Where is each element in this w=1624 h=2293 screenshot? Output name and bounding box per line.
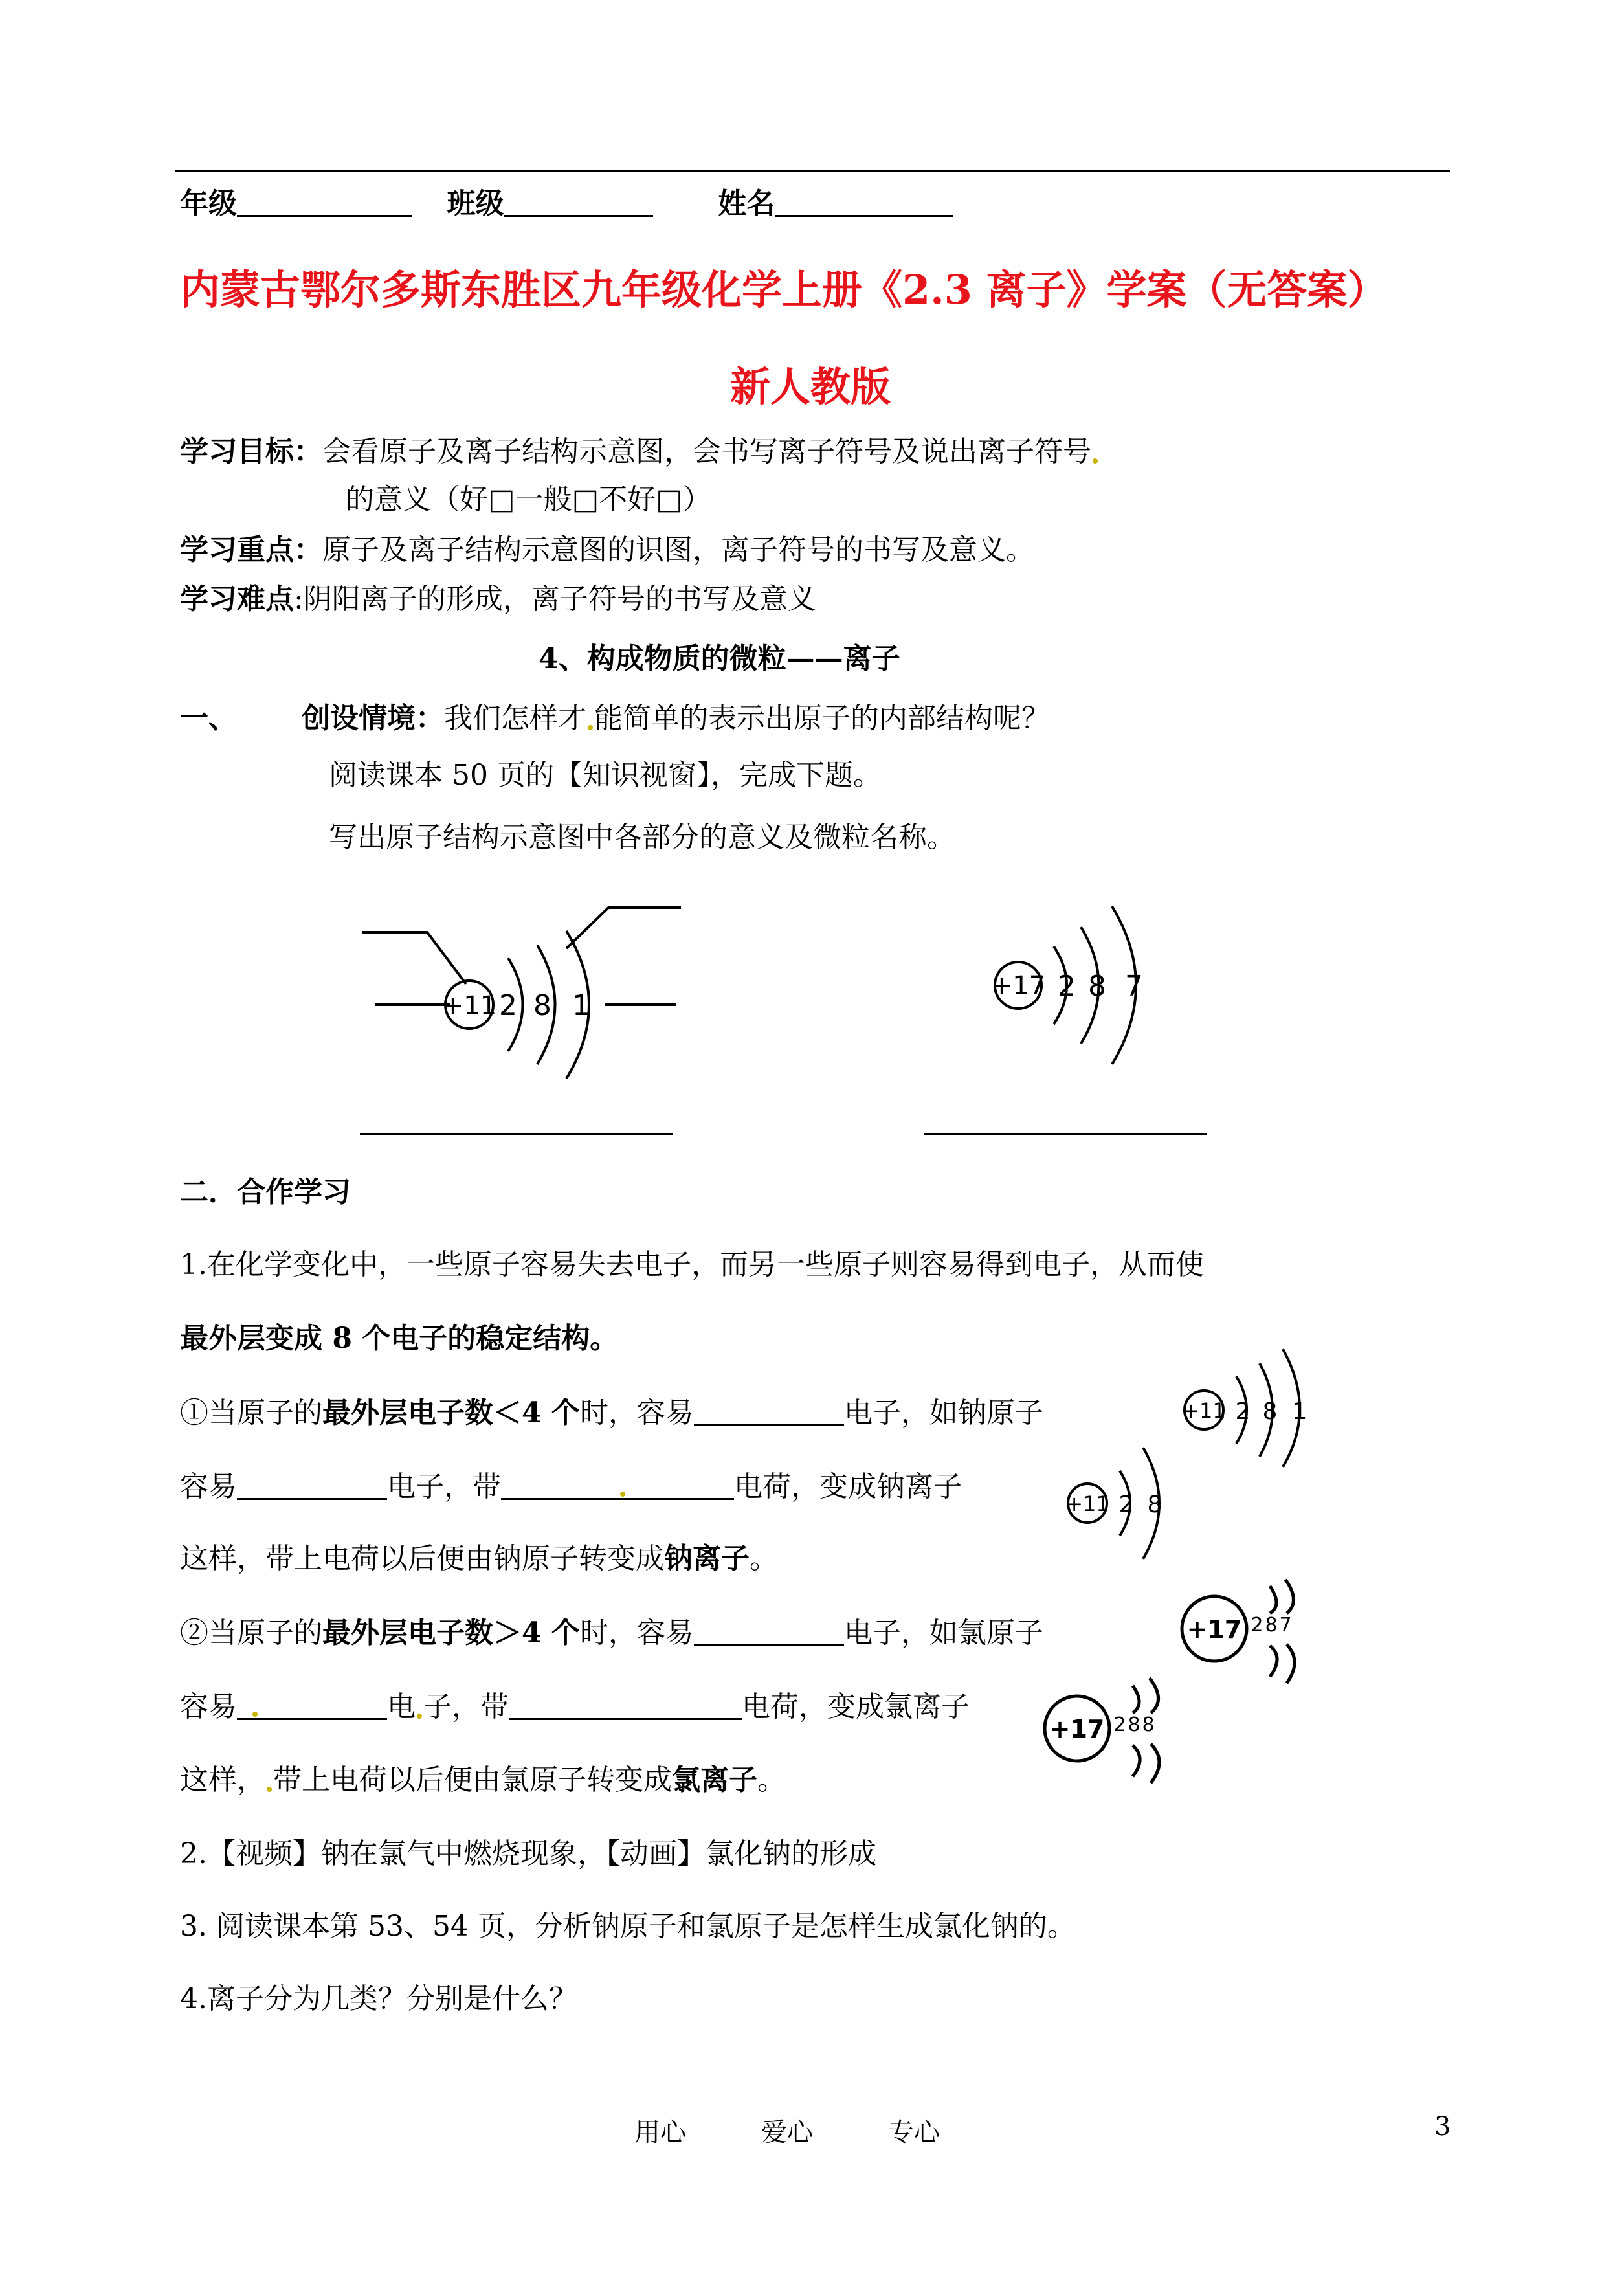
case2-post: 电子，如氯原子 [843,1616,1043,1650]
case1-line2 [180,1472,962,1501]
difficulty-label: 学习难点 [180,583,294,616]
goal-line [180,435,1099,468]
header-rule [175,170,1450,172]
part1-label: 创设情境： [302,702,444,735]
section-title: 4、构成物质的微粒——离子 [539,642,900,675]
shell-count-1: 2 [499,989,517,1022]
case1-mid: 时，容易 [579,1396,694,1429]
case1-line3 [180,1542,778,1575]
sodium-atom-small [1173,1340,1315,1470]
shell-count-2: 8 [1265,1614,1278,1637]
case1-l3-a: 这样，带上电荷以后便由钠原子转变成 [180,1542,664,1575]
grade-label: 年级 [180,187,237,220]
footer-motto-2: 爱心 [761,2118,813,2147]
shell-arc-2 [1150,1678,1159,1713]
case1-blank-1[interactable] [694,1398,844,1426]
case2-bold: 最外层电子数＞4 个 [322,1616,580,1650]
shell-arc-4 [1287,1644,1295,1683]
case1-blank-2[interactable] [237,1472,387,1500]
case1-l2-a: 容易 [180,1470,237,1503]
case1-line1 [180,1398,1043,1427]
shell-count-3: 7 [1125,970,1143,1003]
case2-line1 [180,1618,1043,1648]
case2-line2 [180,1692,970,1721]
case2-l2-c: 电荷，变成氯离子 [742,1690,970,1723]
marker-dot [252,1712,258,1717]
shell-count-2: 8 [1128,1714,1140,1736]
goal-line-2: 的意义（好□一般□不好□） [346,483,711,516]
shell-count-1: 2 [1251,1614,1263,1637]
sodium-atom-diagram [350,887,686,1101]
q1-line1: 1.在化学变化中，一些原子容易失去电子，而另一些原子则容易得到电子，从而使 [180,1248,1204,1281]
nucleus-charge: +17 [1049,1715,1105,1743]
case2-l2-b2: 子，带 [423,1690,509,1723]
case2-l3-a2: 带上电荷以后便由氯原子转变成 [273,1763,672,1796]
case1-l3-c: 。 [750,1542,778,1575]
part1-text-a: 我们怎样才 [444,702,586,735]
part1-read: 阅读课本 50 页的【知识视窗】，完成下题。 [329,759,882,792]
shell-count-1: 2 [1118,1492,1134,1518]
case1-blank-3[interactable] [501,1472,734,1500]
shell-count-2: 8 [533,989,551,1022]
chloride-ion-small [1036,1664,1178,1787]
q1-line2: 最外层变成 8 个电子的稳定结构。 [180,1322,619,1355]
case2-blank-1[interactable] [694,1618,844,1646]
shell-count-3: 7 [1279,1614,1292,1637]
shell-arc-3 [1270,1646,1277,1677]
footer-motto-3: 专心 [888,2118,940,2147]
goal-text: 会看原子及离子结构示意图，会书写离子符号及说出离子符号 [322,435,1091,468]
page-title: 内蒙古鄂尔多斯东胜区九年级化学上册《2.3 离子》学案（无答案） [180,266,1388,313]
footer-motto-1: 用心 [634,2118,686,2147]
nucleus-charge: +17 [990,971,1046,1001]
question-3: 3. 阅读课本第 53、54 页，分析钠原子和氯原子是怎样生成氯化钠的。 [180,1910,1076,1943]
shell-count-3: 8 [1142,1714,1155,1736]
nucleus-charge: +11 [441,991,497,1021]
goal-label: 学习目标： [180,435,322,468]
name-label: 姓名 [718,187,775,220]
case1-l2-c: 电荷，变成钠离子 [734,1470,962,1503]
header-line [180,189,953,218]
answer-line-2[interactable] [924,1133,1207,1135]
case2-mid: 时，容易 [579,1616,694,1650]
question-4: 4.离子分为几类？分别是什么？ [180,1982,577,2015]
case2-l3-a: 这样， [180,1763,265,1796]
grade-field[interactable] [237,189,412,217]
shell-arc-2 [1285,1580,1294,1613]
focus-line [180,533,1034,566]
case1-pre: ①当原子的 [180,1396,322,1429]
case2-l3-c: 。 [757,1763,786,1796]
chlorine-atom-diagram [977,887,1172,1081]
marker-dot [267,1787,272,1792]
shell-arc-1 [1133,1686,1139,1713]
case2-l2-b: 电 [387,1690,416,1723]
class-label: 班级 [447,187,504,220]
shell-count-1: 2 [1058,970,1076,1003]
case2-pre: ②当原子的 [180,1616,322,1650]
class-field[interactable] [504,189,653,217]
shell-count-2: 8 [1088,970,1106,1003]
case1-bold: 最外层电子数＜4 个 [322,1396,580,1429]
marker-dot [620,1492,625,1497]
shell-count-3: 1 [572,989,590,1022]
focus-label: 学习重点： [180,533,322,566]
marker-dot [588,725,593,730]
part1-number: 一、 [180,702,237,735]
marker-dot [417,1714,422,1719]
label-line-top [362,932,466,984]
difficulty-text: :阴阳离子的形成，离子符号的书写及意义 [294,583,816,616]
nucleus-charge: +11 [1065,1492,1109,1516]
shell-count-3: 1 [1292,1398,1307,1425]
difficulty-line [180,585,816,614]
shell-count-1: 2 [1113,1714,1126,1736]
case2-l3-b: 氯离子 [672,1763,757,1796]
page-subtitle: 新人教版 [730,363,891,410]
part1-write: 写出原子结构示意图中各部分的意义及微粒名称。 [329,821,955,854]
case2-blank-3[interactable] [509,1692,742,1720]
part2-title: 二．合作学习 [180,1176,351,1209]
shell-arc-1 [1270,1586,1276,1613]
case1-l3-b: 钠离子 [664,1542,750,1575]
case1-l2-b: 电子，带 [387,1470,501,1503]
marker-dot [1093,458,1098,464]
focus-text: 原子及离子结构示意图的识图，离子符号的书写及意义。 [322,533,1034,566]
nucleus-charge: +17 [1186,1615,1242,1644]
part1-line [180,704,1050,733]
nucleus-charge: +11 [1182,1398,1226,1423]
shell-arc-4 [1151,1744,1159,1783]
case2-line3 [180,1763,786,1796]
shell-arc-3 [1133,1745,1140,1776]
part1-text-b: 能简单的表示出原子的内部结构呢？ [594,702,1050,735]
shell-count-2: 8 [1262,1398,1278,1425]
label-line-shell [566,908,681,948]
sodium-ion-small [1058,1435,1174,1564]
page-number: 3 [1434,2112,1451,2142]
question-2: 2.【视频】钠在氯气中燃烧现象，【动画】氯化钠的形成 [180,1837,876,1870]
case2-blank-2[interactable] [237,1692,387,1720]
shell-count-1: 2 [1235,1398,1251,1425]
shell-count-2: 8 [1147,1492,1162,1518]
name-field[interactable] [775,189,953,217]
chlorine-atom-small [1173,1567,1315,1690]
case1-post: 电子，如钠原子 [843,1396,1043,1429]
case2-l2-a: 容易 [180,1690,237,1723]
answer-line-1[interactable] [360,1133,673,1135]
